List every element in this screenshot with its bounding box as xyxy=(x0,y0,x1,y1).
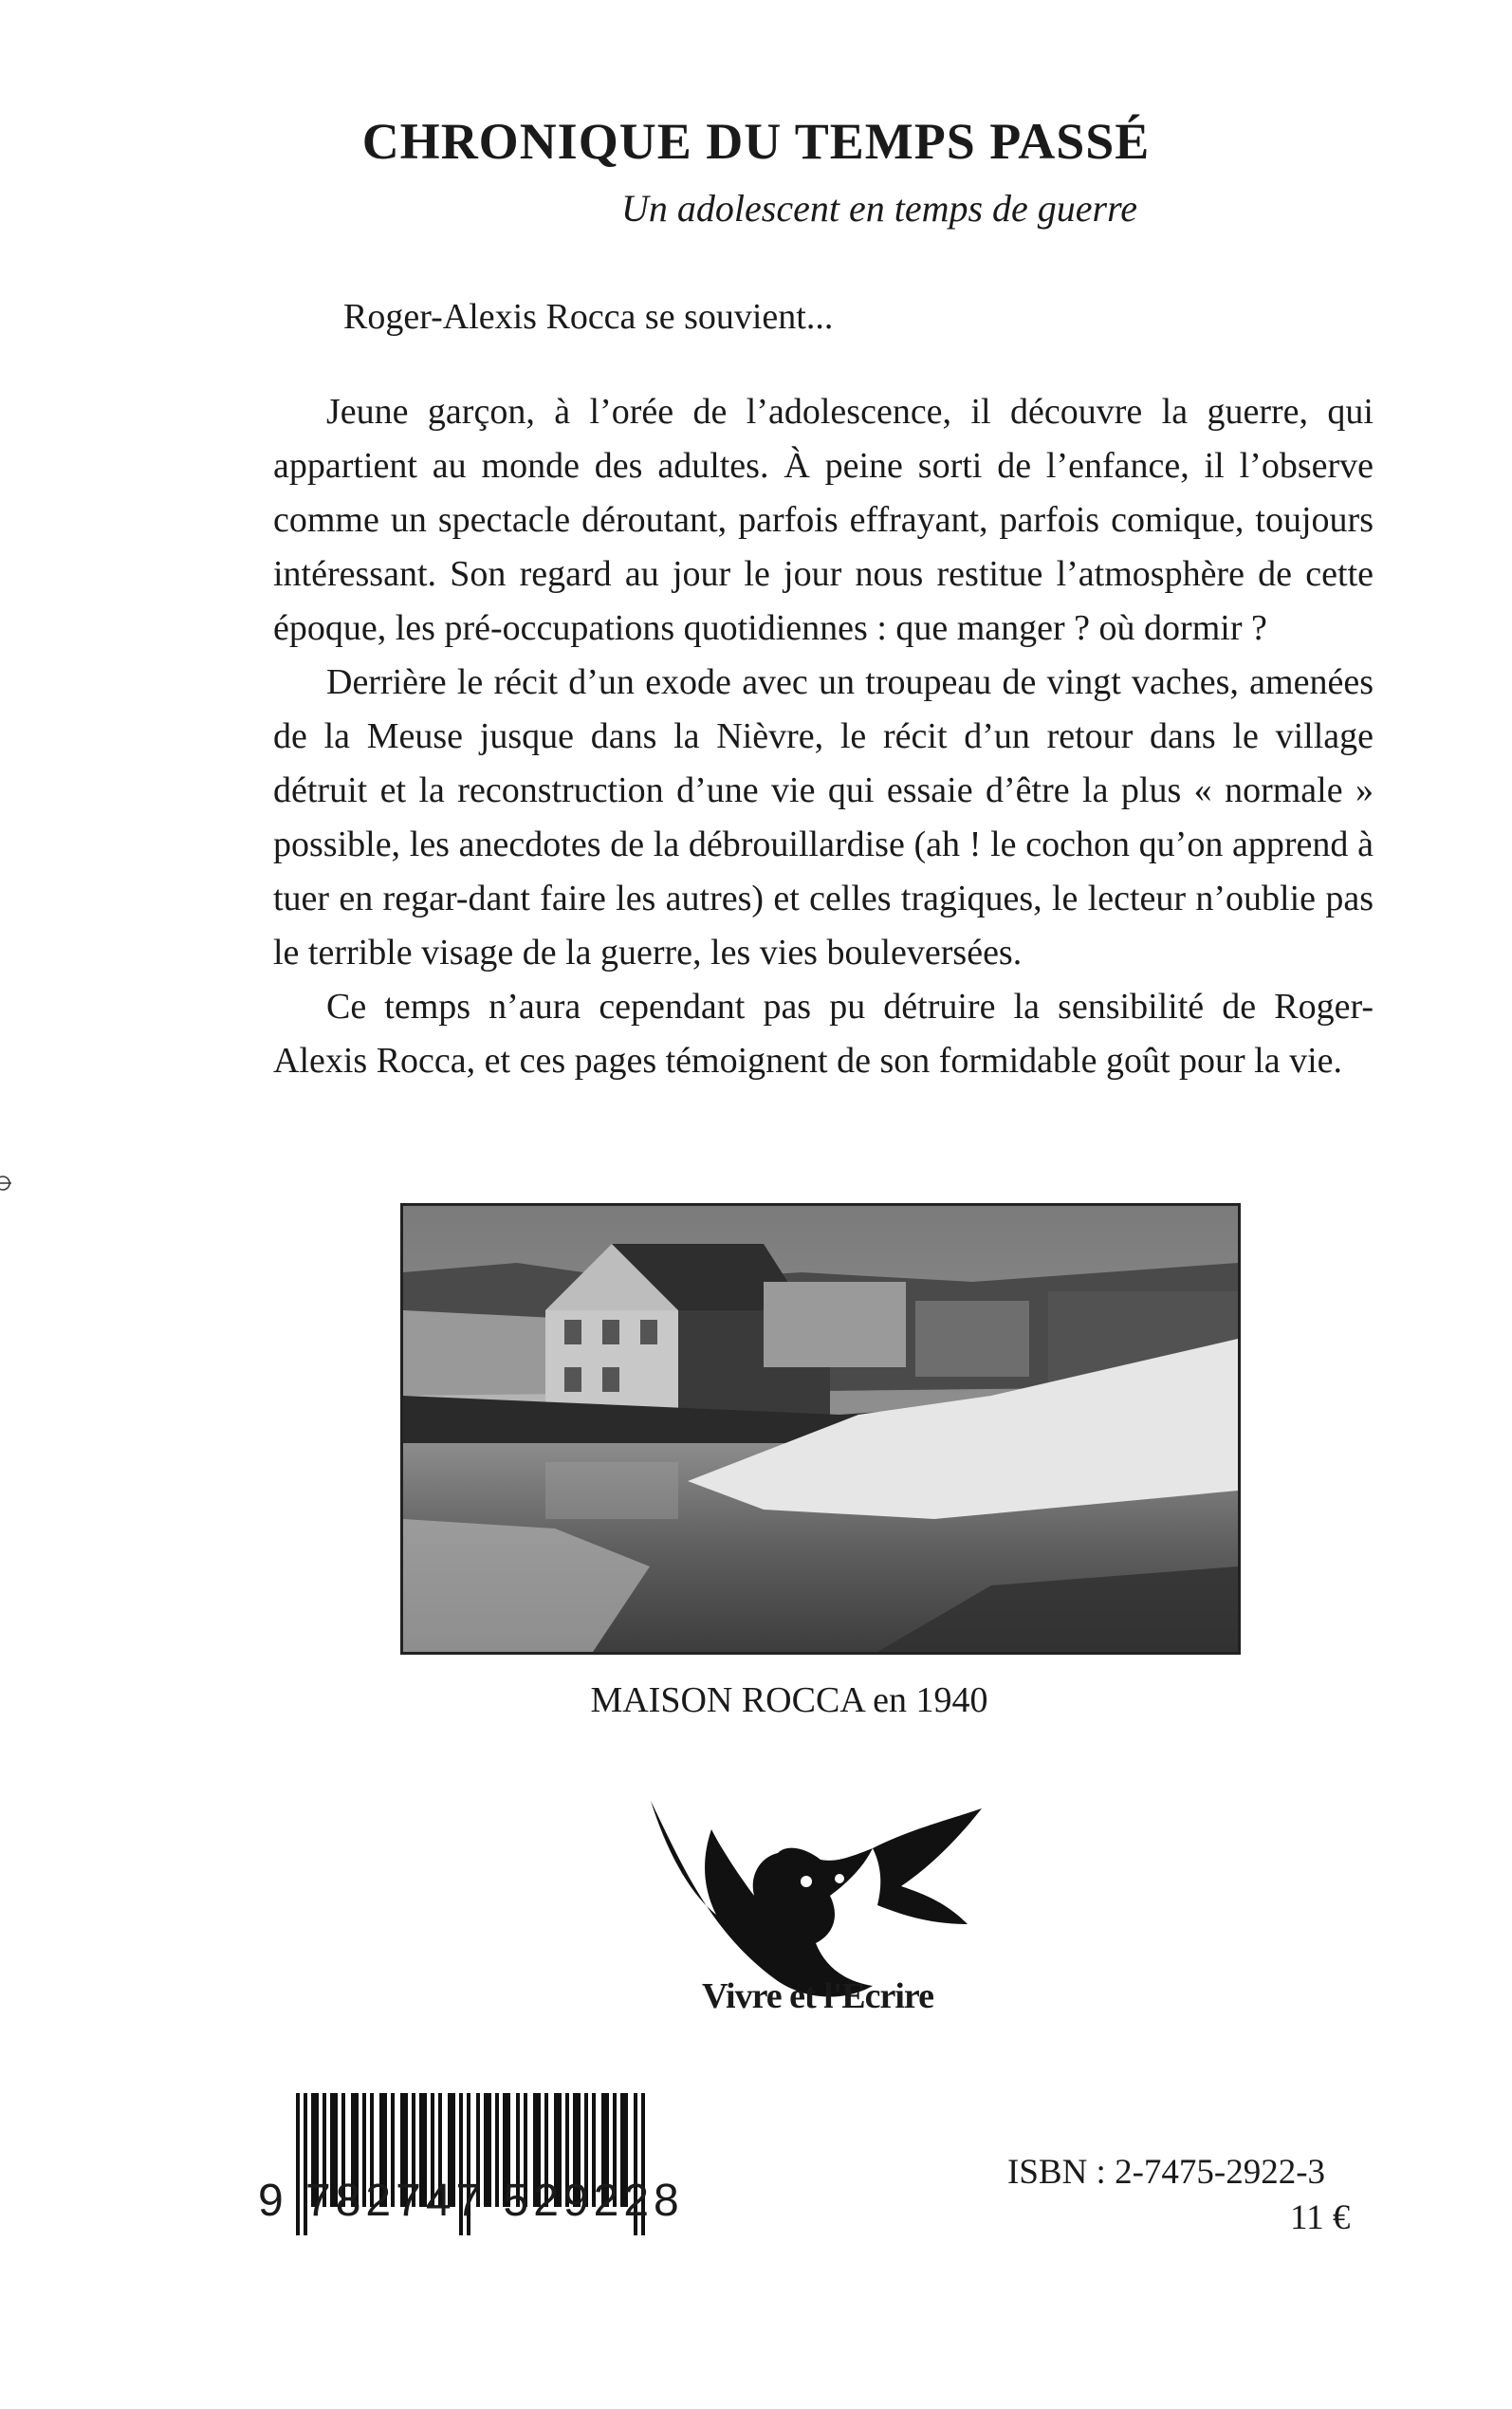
blurb-paragraph-1: Jeune garçon, à l’orée de l’adolescence, il découvre la guerre, qui appartient au monde des adultes. À peine sorti de l’enfance, il l’observe comme un spectacle déroutant, parfois effrayant, parfois comique, toujours intéressant. Son regard au jour le jour nous restitue l’atmosphère de cette époque, les pré-occupations quotidiennes : que manger ? où dormir ? xyxy=(273,392,1374,648)
price: 11 € xyxy=(1290,2198,1351,2237)
blurb-paragraph-3: Ce temps n’aura cependant pas pu détruire la sensibilité de Roger-Alexis Rocca, et ces pages témoignent de son formidable goût pour la vie. xyxy=(273,987,1374,1081)
house-photo xyxy=(400,1203,1241,1655)
photo-caption: MAISON ROCCA en 1940 xyxy=(590,1680,988,1720)
isbn: ISBN : 2-7475-2922-3 xyxy=(1007,2153,1326,2192)
book-subtitle: Un adolescent en temps de guerre xyxy=(621,187,1137,230)
registration-mark-icon xyxy=(0,1175,11,1192)
blurb-paragraph-2: Derrière le récit d’un exode avec un troupeau de vingt vaches, amenées de la Meuse jusque dans la Nièvre, le récit d’un retour dans le village détruit et la reconstruction d’une vie qui essaie d’être la plus « normale » possible, les anecdotes de la débrouillardise (ah ! le cochon qu’on apprend à tuer en regar-dant faire les autres) et celles tragiques, le lecteur n’oublie pas le terrible visage de la guerre, les vies bouleversées. xyxy=(273,662,1374,973)
intro-line: Roger-Alexis Rocca se souvient... xyxy=(343,297,834,337)
publisher-name: Vivre et l'Ecrire xyxy=(702,1976,933,2016)
barcode-digits: 9 782747 529228 xyxy=(258,2176,684,2226)
blurb xyxy=(273,385,1374,1088)
book-title: CHRONIQUE DU TEMPS PASSÉ xyxy=(361,113,1151,170)
